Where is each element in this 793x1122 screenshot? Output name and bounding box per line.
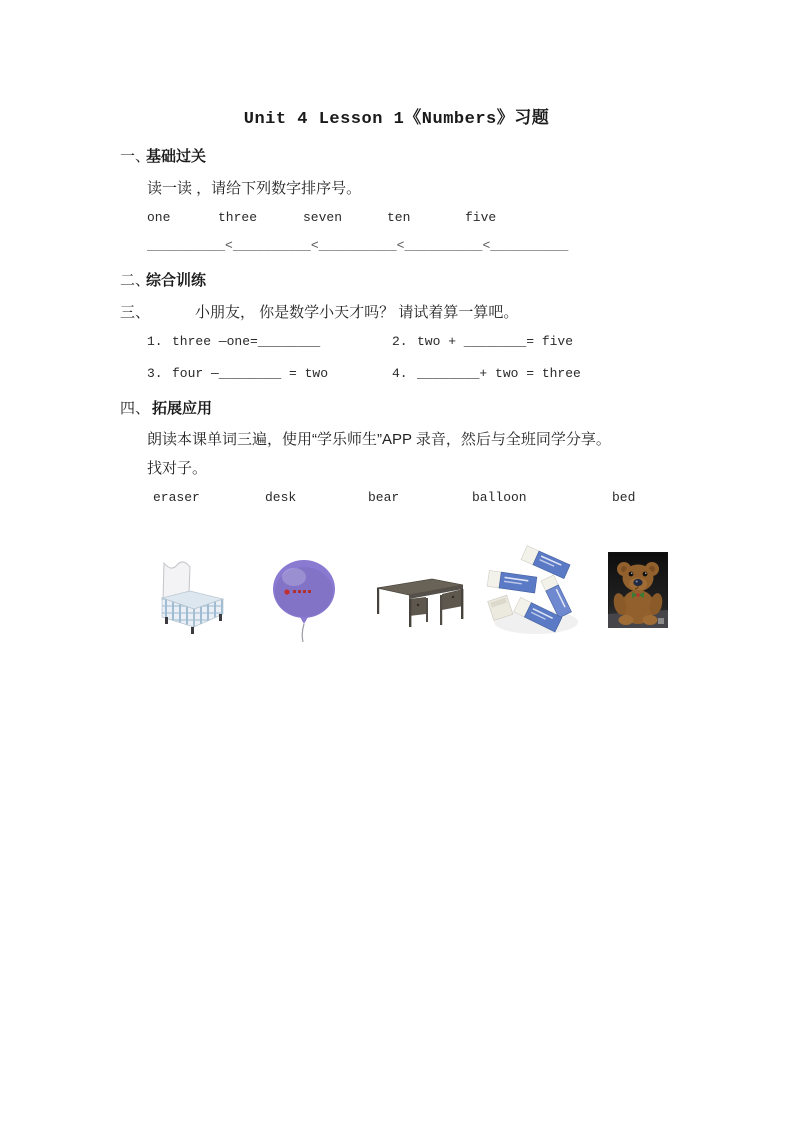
teddy-bear-photo bbox=[608, 516, 668, 664]
number-word: five bbox=[465, 210, 497, 225]
number-word: one bbox=[147, 210, 171, 225]
math-problem: three —one=________ bbox=[172, 334, 321, 349]
section4-number: 四、 bbox=[120, 400, 151, 417]
match-word: balloon bbox=[472, 490, 527, 505]
problem-number: 1. bbox=[147, 334, 163, 349]
match-word: eraser bbox=[153, 490, 200, 505]
problem-number: 4. bbox=[392, 366, 408, 381]
number-word: seven bbox=[303, 210, 343, 225]
section1-number: 一、 bbox=[120, 148, 151, 165]
page-title: Unit 4 Lesson 1《Numbers》习题 bbox=[243, 110, 550, 129]
section3-number: 三、 bbox=[120, 304, 151, 321]
bed-photo bbox=[144, 520, 239, 672]
math-problem: four —________ = two bbox=[172, 366, 329, 381]
section4-instruction-1: 朗读本课单词三遍，使用“学乐师生”APP 录音，然后与全班同学分享。 bbox=[147, 431, 611, 448]
section1-instruction: 读一读 ，请给下列数字排序号。 bbox=[147, 180, 362, 197]
balloon-photo bbox=[270, 523, 340, 680]
section3-prompt: 小朋友， 你是数学小天才吗？ 请试着算一算吧。 bbox=[195, 304, 519, 321]
erasers-photo bbox=[484, 508, 589, 680]
desk-photo bbox=[374, 540, 466, 667]
problem-number: 2. bbox=[392, 334, 408, 349]
number-word: three bbox=[218, 210, 258, 225]
problem-number: 3. bbox=[147, 366, 163, 381]
math-problem: ________+ two = three bbox=[417, 366, 581, 381]
number-word: ten bbox=[387, 210, 411, 225]
section2-number: 二、 bbox=[120, 272, 151, 289]
section2-heading: 综合训练 bbox=[146, 272, 207, 289]
match-word: bed bbox=[612, 490, 636, 505]
math-problem: two + ________= five bbox=[417, 334, 574, 349]
section4-heading: 拓展应用 bbox=[152, 400, 213, 417]
match-word: bear bbox=[368, 490, 400, 505]
section4-instruction-2: 找对子。 bbox=[147, 460, 208, 477]
section1-heading: 基础过关 bbox=[146, 148, 207, 165]
match-word: desk bbox=[265, 490, 297, 505]
ordering-blanks-line: __________<__________<__________<__________<__________ bbox=[147, 238, 569, 253]
